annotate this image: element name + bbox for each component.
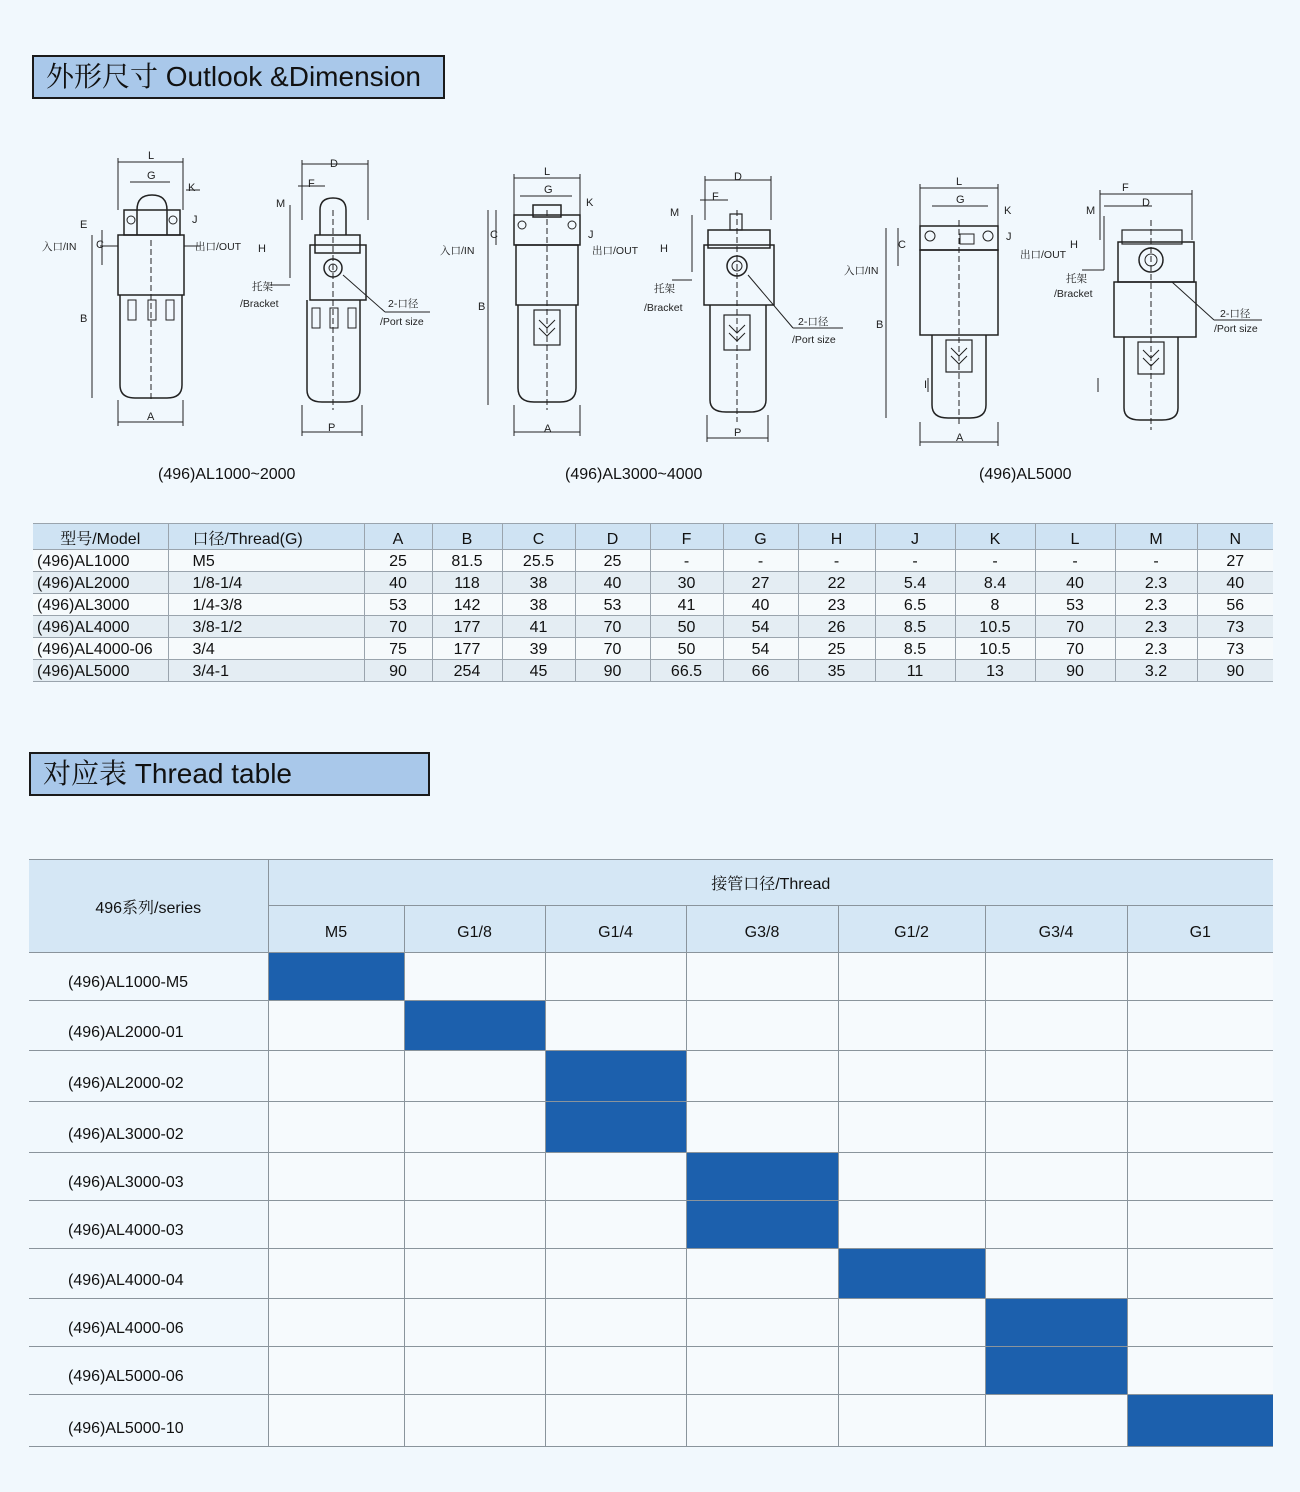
dimension-row xyxy=(33,572,1273,594)
dimension-header-cell: J xyxy=(875,524,955,550)
dimension-value: 11 xyxy=(875,660,955,682)
dimension-value: - xyxy=(875,550,955,572)
dimension-value: 90 xyxy=(364,660,432,682)
dim-label-K: K xyxy=(586,197,594,209)
thread-empty-cell xyxy=(268,1299,404,1347)
thread-empty-cell xyxy=(686,1051,838,1102)
dim-label-M: M xyxy=(1086,205,1096,217)
bracket-cn: 托架 xyxy=(654,283,675,295)
thread-empty-cell xyxy=(686,1347,838,1395)
in-label: 入口/IN xyxy=(844,265,879,277)
dimension-value: 90 xyxy=(575,660,650,682)
series-model-cell: (496)AL2000-01 xyxy=(29,1001,268,1051)
thread-empty-cell xyxy=(1127,1347,1273,1395)
thread-empty-cell xyxy=(1127,1201,1273,1249)
thread-empty-cell xyxy=(404,1347,545,1395)
dim-label-P: P xyxy=(734,427,742,439)
dim-label-L: L xyxy=(148,150,155,162)
thread-empty-cell xyxy=(545,1299,686,1347)
dimension-value: - xyxy=(798,550,875,572)
dimension-row xyxy=(33,660,1273,682)
thread-empty-cell xyxy=(838,1153,985,1201)
section-title-outlook: 外形尺寸 Outlook &Dimension xyxy=(32,55,445,99)
thread-empty-cell xyxy=(838,1102,985,1153)
dimension-value: 10.5 xyxy=(955,638,1035,660)
dimension-value: 8.5 xyxy=(875,616,955,638)
dimension-value: - xyxy=(1115,550,1197,572)
caption-al5000: (496)AL5000 xyxy=(979,466,1072,483)
dimension-value: 3.2 xyxy=(1115,660,1197,682)
thread-cell: 1/4-3/8 xyxy=(168,594,364,616)
dimension-header-cell: D xyxy=(575,524,650,550)
dimension-value: 53 xyxy=(1035,594,1115,616)
model-cell: (496)AL3000 xyxy=(33,594,168,616)
dim-label-J: J xyxy=(1006,231,1012,243)
thread-row xyxy=(29,1347,1273,1395)
dimension-value: 70 xyxy=(364,616,432,638)
dimension-row xyxy=(33,594,1273,616)
model-cell: (496)AL4000-06 xyxy=(33,638,168,660)
thread-empty-cell xyxy=(404,1249,545,1299)
thread-empty-cell xyxy=(545,1395,686,1447)
dim-label-K: K xyxy=(188,182,196,194)
dimension-value: 142 xyxy=(432,594,502,616)
series-header: 496系列/series xyxy=(29,860,268,953)
dimension-value: 254 xyxy=(432,660,502,682)
thread-empty-cell xyxy=(838,1001,985,1051)
dimension-row xyxy=(33,550,1273,572)
dimension-value: 2.3 xyxy=(1115,616,1197,638)
thread-empty-cell xyxy=(838,953,985,1001)
dim-label-A: A xyxy=(147,411,155,423)
dimension-value: 50 xyxy=(650,638,723,660)
series-model-cell: (496)AL4000-04 xyxy=(29,1249,268,1299)
dim-label-E: E xyxy=(80,219,88,231)
dimension-value: 25 xyxy=(575,550,650,572)
thread-empty-cell xyxy=(545,1001,686,1051)
thread-row xyxy=(29,1249,1273,1299)
dimension-row xyxy=(33,638,1273,660)
thread-match-cell xyxy=(686,1201,838,1249)
dimension-value: 40 xyxy=(364,572,432,594)
thread-cell: 3/4 xyxy=(168,638,364,660)
dim-label-B: B xyxy=(80,313,88,325)
thread-empty-cell xyxy=(404,1102,545,1153)
dimension-value: - xyxy=(955,550,1035,572)
port-en: /Port size xyxy=(1214,323,1258,335)
thread-empty-cell xyxy=(838,1347,985,1395)
dim-label-G: G xyxy=(956,194,965,206)
dimension-header-cell: K xyxy=(955,524,1035,550)
dim-label-H: H xyxy=(1070,239,1078,251)
dimension-value: - xyxy=(723,550,798,572)
dimension-value: 75 xyxy=(364,638,432,660)
thread-match-cell xyxy=(268,953,404,1001)
dimension-value: 70 xyxy=(1035,638,1115,660)
dim-label-C: C xyxy=(96,239,104,251)
thread-empty-cell xyxy=(985,1051,1127,1102)
thread-empty-cell xyxy=(985,953,1127,1001)
dimension-value: 53 xyxy=(364,594,432,616)
thread-empty-cell xyxy=(985,1102,1127,1153)
thread-empty-cell xyxy=(1127,1051,1273,1102)
thread-size-header: G1 xyxy=(1127,906,1273,953)
thread-empty-cell xyxy=(404,1395,545,1447)
thread-match-cell xyxy=(686,1153,838,1201)
bracket-cn: 托架 xyxy=(1066,273,1087,285)
series-model-cell: (496)AL3000-02 xyxy=(29,1102,268,1153)
thread-empty-cell xyxy=(545,1201,686,1249)
dimension-value: 2.3 xyxy=(1115,572,1197,594)
thread-empty-cell xyxy=(985,1201,1127,1249)
thread-empty-cell xyxy=(686,1299,838,1347)
dimension-value: 73 xyxy=(1197,638,1273,660)
series-model-cell: (496)AL1000-M5 xyxy=(29,953,268,1001)
bracket-en: /Bracket xyxy=(1054,288,1093,300)
dimension-value: 40 xyxy=(575,572,650,594)
thread-empty-cell xyxy=(985,1249,1127,1299)
thread-header: 接管口径/Thread xyxy=(268,860,1273,906)
dim-label-D: D xyxy=(1142,197,1150,209)
model-cell: (496)AL5000 xyxy=(33,660,168,682)
thread-size-header: M5 xyxy=(268,906,404,953)
dim-label-F: F xyxy=(1122,182,1129,194)
thread-match-cell xyxy=(545,1102,686,1153)
front-view-2 xyxy=(488,174,580,436)
dimension-value: 70 xyxy=(575,616,650,638)
dimension-value: 50 xyxy=(650,616,723,638)
thread-empty-cell xyxy=(838,1395,985,1447)
dim-label-A: A xyxy=(956,432,964,444)
dim-label-G: G xyxy=(147,170,156,182)
dimension-value: 38 xyxy=(502,572,575,594)
dimension-value: 81.5 xyxy=(432,550,502,572)
thread-cell: 3/8-1/2 xyxy=(168,616,364,638)
series-model-cell: (496)AL2000-02 xyxy=(29,1051,268,1102)
thread-empty-cell xyxy=(545,1153,686,1201)
dimension-value: 22 xyxy=(798,572,875,594)
thread-match-cell xyxy=(838,1249,985,1299)
thread-row xyxy=(29,1201,1273,1249)
thread-empty-cell xyxy=(268,1153,404,1201)
model-cell: (496)AL4000 xyxy=(33,616,168,638)
bracket-en: /Bracket xyxy=(240,298,279,310)
drawing-al3000-4000 xyxy=(438,160,858,450)
dimension-value: 27 xyxy=(723,572,798,594)
thread-empty-cell xyxy=(1127,1153,1273,1201)
thread-empty-cell xyxy=(686,953,838,1001)
port-en: /Port size xyxy=(792,334,836,346)
dim-label-P: P xyxy=(328,422,336,434)
caption-al3000-4000: (496)AL3000~4000 xyxy=(565,466,703,483)
dimension-value: 2.3 xyxy=(1115,594,1197,616)
dimension-value: 54 xyxy=(723,616,798,638)
dimension-header-cell: M xyxy=(1115,524,1197,550)
dim-label-I: I xyxy=(924,379,928,391)
dim-label-G: G xyxy=(544,184,553,196)
thread-empty-cell xyxy=(686,1001,838,1051)
thread-empty-cell xyxy=(268,1249,404,1299)
dim-label-B: B xyxy=(876,319,884,331)
thread-row xyxy=(29,1051,1273,1102)
dimension-value: 30 xyxy=(650,572,723,594)
thread-match-cell xyxy=(404,1001,545,1051)
dimension-value: 23 xyxy=(798,594,875,616)
dim-label-L: L xyxy=(956,176,963,188)
thread-row xyxy=(29,1395,1273,1447)
thread-size-header: G1/8 xyxy=(404,906,545,953)
thread-empty-cell xyxy=(1127,1102,1273,1153)
dimension-header-cell: G xyxy=(723,524,798,550)
dimension-value: 2.3 xyxy=(1115,638,1197,660)
dimension-value: 13 xyxy=(955,660,1035,682)
dimension-header-cell: L xyxy=(1035,524,1115,550)
thread-empty-cell xyxy=(1127,1299,1273,1347)
dimension-value: 118 xyxy=(432,572,502,594)
dimension-value: 8.5 xyxy=(875,638,955,660)
dim-label-B: B xyxy=(478,301,486,313)
dim-label-F: F xyxy=(308,178,315,190)
thread-row xyxy=(29,1153,1273,1201)
out-label: 出口/OUT xyxy=(592,245,639,257)
thread-empty-cell xyxy=(545,1249,686,1299)
dim-label-C: C xyxy=(490,229,498,241)
front-view-3 xyxy=(886,184,998,446)
model-cell: (496)AL2000 xyxy=(33,572,168,594)
dimension-value: 6.5 xyxy=(875,594,955,616)
series-model-cell: (496)AL5000-06 xyxy=(29,1347,268,1395)
dimension-value: 26 xyxy=(798,616,875,638)
dim-label-J: J xyxy=(192,214,198,226)
dimension-header-cell: F xyxy=(650,524,723,550)
dimension-value: 56 xyxy=(1197,594,1273,616)
dim-label-K: K xyxy=(1004,205,1012,217)
port-cn: 2-口径 xyxy=(388,298,419,310)
thread-empty-cell xyxy=(1127,953,1273,1001)
section-title-thread: 对应表 Thread table xyxy=(29,752,430,796)
thread-empty-cell xyxy=(268,1201,404,1249)
thread-empty-cell xyxy=(404,1299,545,1347)
thread-cell: 1/8-1/4 xyxy=(168,572,364,594)
thread-empty-cell xyxy=(985,1001,1127,1051)
series-model-cell: (496)AL4000-03 xyxy=(29,1201,268,1249)
drawing-al1000-2000 xyxy=(40,150,460,450)
thread-empty-cell xyxy=(545,1347,686,1395)
in-label: 入口/IN xyxy=(42,241,77,253)
out-label: 出口/OUT xyxy=(1020,249,1067,261)
thread-empty-cell xyxy=(404,1201,545,1249)
dim-label-L: L xyxy=(544,166,551,178)
dimension-value: 40 xyxy=(1035,572,1115,594)
dimension-header-row xyxy=(33,524,1273,550)
dimension-header-cell: 型号/Model xyxy=(33,524,168,550)
dim-label-D: D xyxy=(330,158,338,170)
dim-label-M: M xyxy=(276,198,286,210)
thread-empty-cell xyxy=(985,1395,1127,1447)
thread-empty-cell xyxy=(404,1051,545,1102)
thread-table xyxy=(29,859,1273,1447)
drawing-al5000 xyxy=(842,170,1272,455)
thread-empty-cell xyxy=(985,1153,1127,1201)
dimension-value: 25 xyxy=(364,550,432,572)
port-cn: 2-口径 xyxy=(798,316,829,328)
dimension-value: - xyxy=(650,550,723,572)
dimension-value: 5.4 xyxy=(875,572,955,594)
thread-empty-cell xyxy=(268,1102,404,1153)
dimension-value: 177 xyxy=(432,638,502,660)
dimension-header-cell: 口径/Thread(G) xyxy=(168,524,364,550)
dimension-row xyxy=(33,616,1273,638)
thread-empty-cell xyxy=(545,953,686,1001)
dimension-table xyxy=(33,523,1273,682)
thread-cell: M5 xyxy=(168,550,364,572)
dimension-value: 177 xyxy=(432,616,502,638)
series-model-cell: (496)AL4000-06 xyxy=(29,1299,268,1347)
out-label: 出口/OUT xyxy=(195,241,242,253)
thread-row xyxy=(29,1299,1273,1347)
dimension-value: 41 xyxy=(502,616,575,638)
dimension-value: 38 xyxy=(502,594,575,616)
bracket-en: /Bracket xyxy=(644,302,683,314)
dimension-value: 8 xyxy=(955,594,1035,616)
dimension-value: 41 xyxy=(650,594,723,616)
thread-row xyxy=(29,953,1273,1001)
series-model-cell: (496)AL5000-10 xyxy=(29,1395,268,1447)
model-cell: (496)AL1000 xyxy=(33,550,168,572)
dimension-value: 73 xyxy=(1197,616,1273,638)
thread-match-cell xyxy=(1127,1395,1273,1447)
dimension-value: 66 xyxy=(723,660,798,682)
dimension-header-cell: H xyxy=(798,524,875,550)
thread-match-cell xyxy=(985,1347,1127,1395)
thread-match-cell xyxy=(545,1051,686,1102)
thread-empty-cell xyxy=(1127,1001,1273,1051)
thread-empty-cell xyxy=(838,1051,985,1102)
thread-empty-cell xyxy=(1127,1249,1273,1299)
thread-empty-cell xyxy=(838,1201,985,1249)
dimension-value: 35 xyxy=(798,660,875,682)
dimension-header-cell: A xyxy=(364,524,432,550)
dimension-value: - xyxy=(1035,550,1115,572)
thread-row xyxy=(29,1001,1273,1051)
thread-size-header: G3/8 xyxy=(686,906,838,953)
thread-size-header: G3/4 xyxy=(985,906,1127,953)
dim-label-J: J xyxy=(588,229,594,241)
dimension-value: 25.5 xyxy=(502,550,575,572)
dimension-header-cell: N xyxy=(1197,524,1273,550)
dim-label-H: H xyxy=(660,243,668,255)
port-cn: 2-口径 xyxy=(1220,308,1251,320)
thread-empty-cell xyxy=(686,1395,838,1447)
thread-empty-cell xyxy=(268,1347,404,1395)
thread-empty-cell xyxy=(686,1249,838,1299)
thread-empty-cell xyxy=(268,1395,404,1447)
thread-empty-cell xyxy=(268,1001,404,1051)
series-model-cell: (496)AL3000-03 xyxy=(29,1153,268,1201)
caption-al1000-2000: (496)AL1000~2000 xyxy=(158,466,296,483)
dimension-value: 10.5 xyxy=(955,616,1035,638)
dim-label-F: F xyxy=(712,191,719,203)
dimension-value: 70 xyxy=(575,638,650,660)
dimension-value: 90 xyxy=(1035,660,1115,682)
side-view-2 xyxy=(672,176,843,442)
thread-size-header: G1/4 xyxy=(545,906,686,953)
front-view-1 xyxy=(92,158,200,426)
dimension-value: 54 xyxy=(723,638,798,660)
bracket-cn: 托架 xyxy=(252,281,273,293)
dim-label-H: H xyxy=(258,243,266,255)
thread-empty-cell xyxy=(404,953,545,1001)
dim-label-C: C xyxy=(898,239,906,251)
dimension-header-cell: C xyxy=(502,524,575,550)
dimension-value: 25 xyxy=(798,638,875,660)
thread-size-header: G1/2 xyxy=(838,906,985,953)
in-label: 入口/IN xyxy=(440,245,475,257)
dim-label-M: M xyxy=(670,207,680,219)
dimension-header-cell: B xyxy=(432,524,502,550)
dim-label-A: A xyxy=(544,423,552,435)
dimension-value: 40 xyxy=(723,594,798,616)
dimension-value: 39 xyxy=(502,638,575,660)
thread-empty-cell xyxy=(838,1299,985,1347)
dimension-value: 70 xyxy=(1035,616,1115,638)
dimension-value: 53 xyxy=(575,594,650,616)
dimension-value: 27 xyxy=(1197,550,1273,572)
dimension-value: 66.5 xyxy=(650,660,723,682)
dimension-value: 8.4 xyxy=(955,572,1035,594)
thread-empty-cell xyxy=(268,1051,404,1102)
thread-cell: 3/4-1 xyxy=(168,660,364,682)
dimension-value: 40 xyxy=(1197,572,1273,594)
dimension-value: 45 xyxy=(502,660,575,682)
port-en: /Port size xyxy=(380,316,424,328)
dim-label-D: D xyxy=(734,171,742,183)
thread-empty-cell xyxy=(404,1153,545,1201)
dimension-value: 90 xyxy=(1197,660,1273,682)
thread-row xyxy=(29,1102,1273,1153)
thread-empty-cell xyxy=(686,1102,838,1153)
thread-match-cell xyxy=(985,1299,1127,1347)
